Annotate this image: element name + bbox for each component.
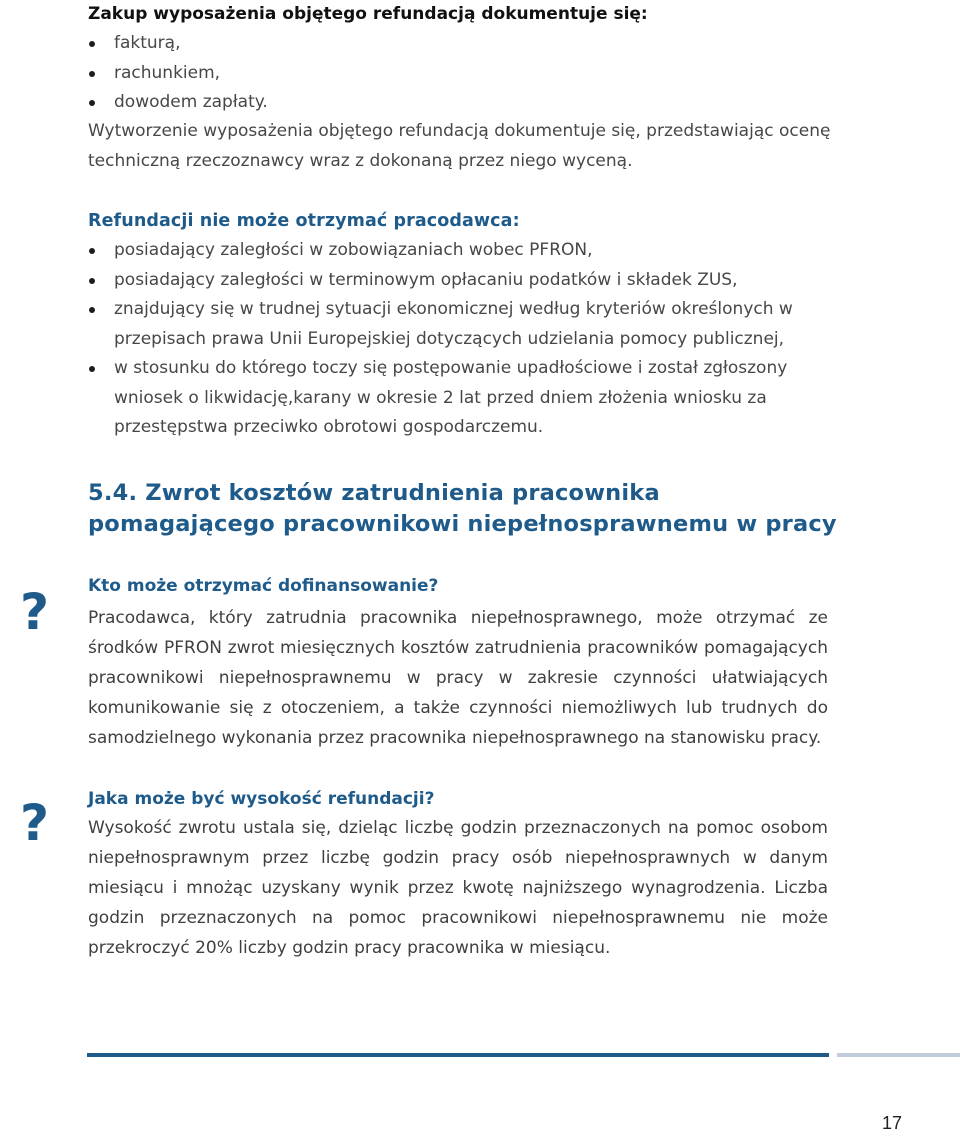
list-item: znajdujący się w trudnej sytuacji ekonomicznej według kryteriów określonych w przepisach prawa Unii Europejskiej dotyczących udzielania pomocy publicznej,: [88, 295, 828, 354]
list-item: w stosunku do którego toczy się postępowanie upadłościowe i został zgłoszony wniosek o likwidację,karany w okresie 2 lat przed dniem złożenia wniosku za przestępstwa przeciwko obrotowi gospodarczemu.: [88, 354, 828, 443]
purchase-docs-list: [88, 29, 848, 118]
list-item: posiadający zaległości w zobowiązaniach wobec PFRON,: [88, 236, 828, 266]
answer-text: Wysokość zwrotu ustala się, dzieląc liczbę godzin przeznaczonych na pomoc osobom niepełnosprawnym przez liczbę godzin pracy osób niepełnosprawnych w danym miesiącu i mnożąc uzyskany wynik przez kwotę najniższego wynagrodzenia. Liczba godzin przeznaczonych na pomoc pracownikowi niepełnosprawnemu nie może przekroczyć 20% liczby godzin pracy pracownika w miesiącu.: [88, 818, 828, 958]
list-item: rachunkiem,: [88, 59, 848, 89]
footer-divider-light: [837, 1053, 960, 1057]
section-heading-ineligible: Refundacji nie może otrzymać pracodawca:: [88, 211, 520, 231]
list-item: posiadający zaległości w terminowym opłacaniu podatków i składek ZUS,: [88, 266, 828, 296]
answer-text: Pracodawca, który zatrudnia pracownika niepełnosprawnego, może otrzymać ze środków PFRON zwrot miesięcznych kosztów zatrudnienia pracowników pomagających pracownikowi niepełnosprawnemu w pracy w zakresie czynności ułatwiających komunikowanie się z otoczeniem, a także czynności niemożliwych lub trudnych do samodzielnego wykonania przez pracownika niepełnosprawnego na stanowisku pracy.: [88, 608, 828, 748]
question-title: Kto może otrzymać dofinansowanie?: [88, 576, 439, 596]
page-number: 17: [882, 1113, 903, 1133]
list-item: dowodem zapłaty.: [88, 88, 848, 118]
question-mark-icon: ?: [20, 583, 50, 641]
list-item: fakturą,: [88, 29, 848, 59]
manufacture-note: Wytworzenie wyposażenia objętego refundacją dokumentuje się, przedstawiając ocenę techniczną rzeczoznawcy wraz z dokonaną przez niego wyceną.: [88, 121, 831, 171]
question-title: Jaka może być wysokość refundacji?: [88, 789, 435, 809]
question-mark-icon: ?: [20, 794, 50, 852]
footer-divider: [87, 1053, 829, 1057]
section-title: 5.4. Zwrot kosztów zatrudnienia pracownika pomagającego pracownikowi niepełnosprawnemu w pracy: [88, 480, 837, 537]
section-heading-purchase-docs: Zakup wyposażenia objętego refundacją dokumentuje się:: [88, 4, 648, 24]
ineligible-employer-list: [88, 236, 828, 443]
